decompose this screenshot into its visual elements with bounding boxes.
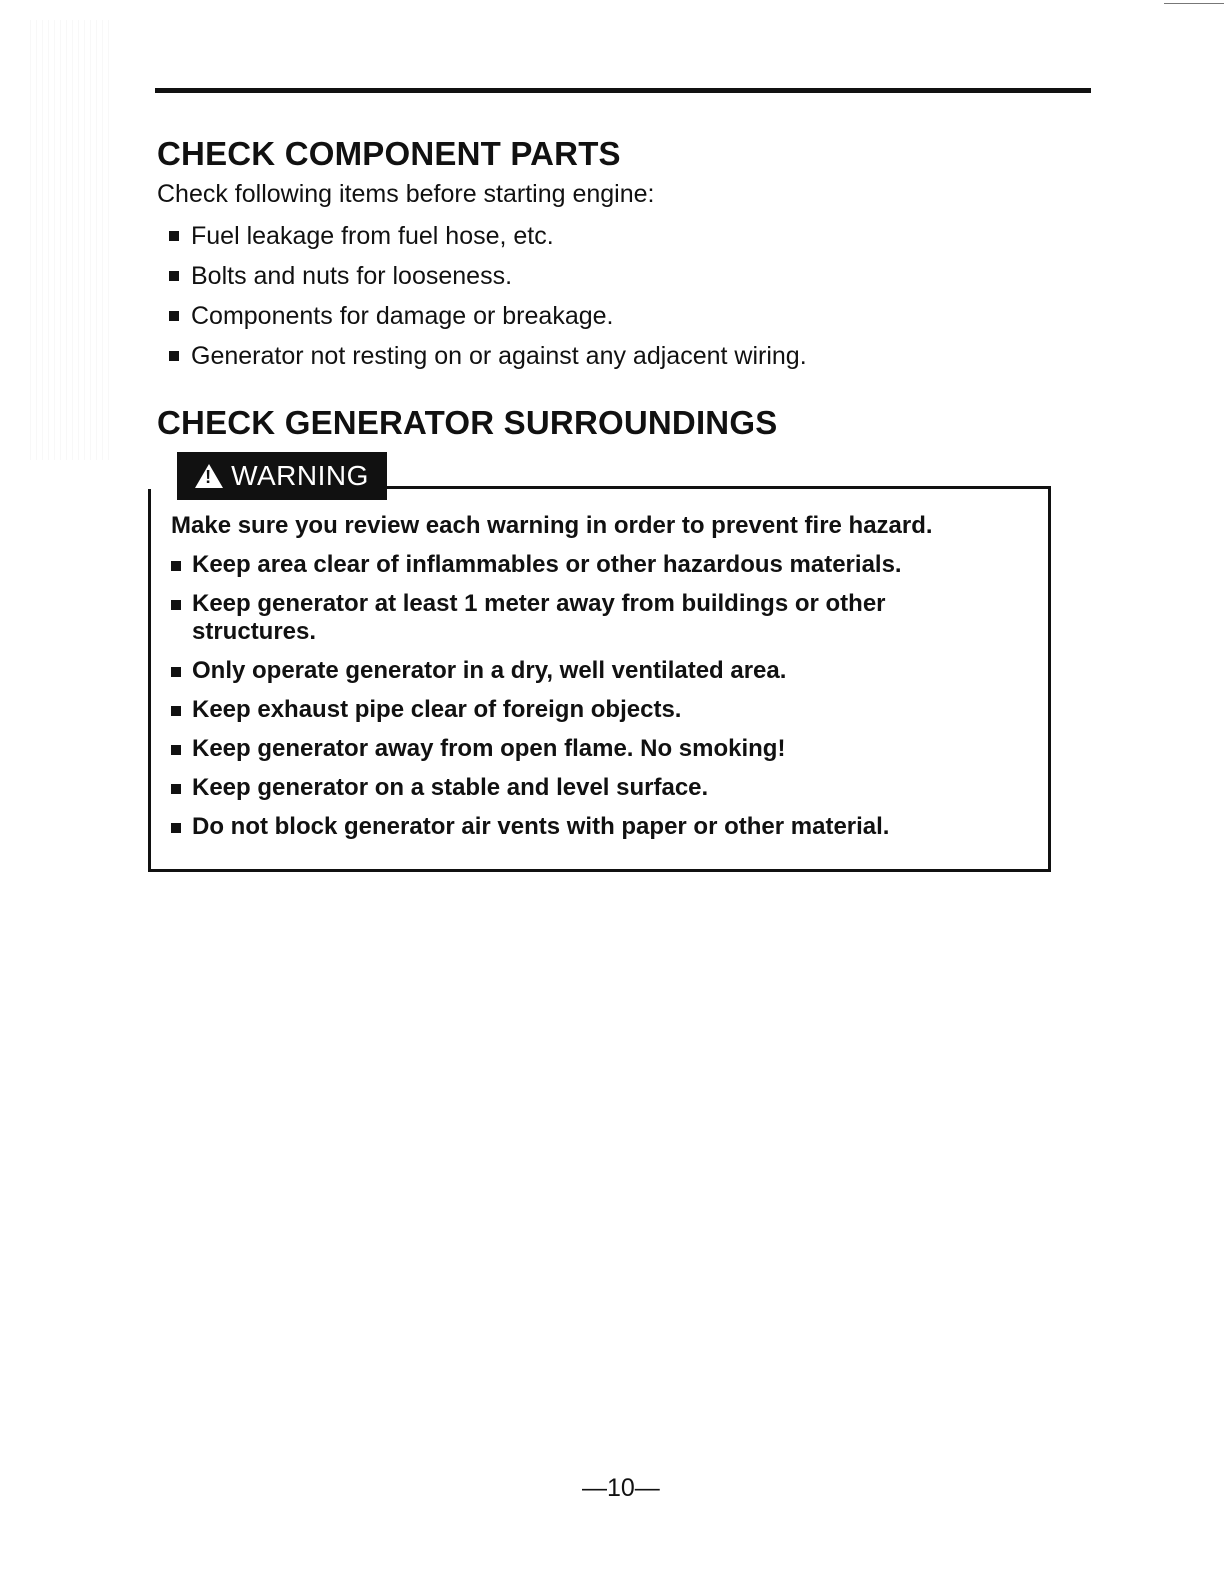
section-title-check-generator-surroundings: CHECK GENERATOR SURROUNDINGS [157, 404, 778, 441]
list-item [165, 220, 807, 260]
warning-badge [177, 452, 387, 500]
list-item-text: Keep generator away from open flame. No smoking! [192, 735, 786, 762]
list-item [165, 340, 807, 380]
list-item-text: Keep area clear of inflammables or other hazardous materials. [192, 551, 902, 578]
list-item [168, 774, 952, 802]
warning-triangle-icon [195, 464, 223, 488]
square-bullet-icon [171, 784, 181, 794]
square-bullet-icon [171, 600, 181, 610]
list-item-text: Do not block generator air vents with paper or other material. [192, 813, 890, 840]
square-bullet-icon [169, 311, 179, 321]
list-item-text: Bolts and nuts for looseness. [191, 262, 513, 290]
square-bullet-icon [171, 667, 181, 677]
square-bullet-icon [169, 231, 179, 241]
scan-edge-line [1164, 3, 1224, 4]
list-item [168, 735, 952, 763]
list-item [165, 300, 807, 340]
square-bullet-icon [171, 823, 181, 833]
list-item [168, 696, 952, 724]
list-item-text: Keep exhaust pipe clear of foreign objects. [192, 696, 682, 723]
scan-artifact [30, 20, 110, 460]
square-bullet-icon [171, 706, 181, 716]
list-item [168, 813, 952, 841]
list-item-text: Components for damage or breakage. [191, 302, 614, 330]
square-bullet-icon [169, 271, 179, 281]
section-title-check-component-parts: CHECK COMPONENT PARTS [157, 135, 621, 172]
list-item [168, 551, 952, 579]
list-item-text: Only operate generator in a dry, well ventilated area. [192, 657, 787, 684]
list-item [168, 590, 952, 646]
warning-intro: Make sure you review each warning in order to prevent fire hazard. [171, 512, 933, 539]
warning-list [168, 551, 952, 852]
component-check-list [165, 220, 807, 380]
list-item-text: Keep generator on a stable and level surface. [192, 774, 709, 801]
page-number: —10— [582, 1474, 660, 1502]
list-item [165, 260, 807, 300]
list-item-text: Keep generator at least 1 meter away from buildings or other structures. [192, 590, 886, 645]
list-item-text: Generator not resting on or against any adjacent wiring. [191, 342, 807, 370]
list-item-text: Fuel leakage from fuel hose, etc. [191, 222, 554, 250]
square-bullet-icon [171, 561, 181, 571]
list-item [168, 657, 952, 685]
section-intro: Check following items before starting engine: [157, 180, 655, 208]
top-divider [155, 88, 1091, 93]
square-bullet-icon [169, 351, 179, 361]
square-bullet-icon [171, 745, 181, 755]
warning-label: WARNING [231, 460, 369, 491]
warning-box-notch [148, 480, 180, 489]
